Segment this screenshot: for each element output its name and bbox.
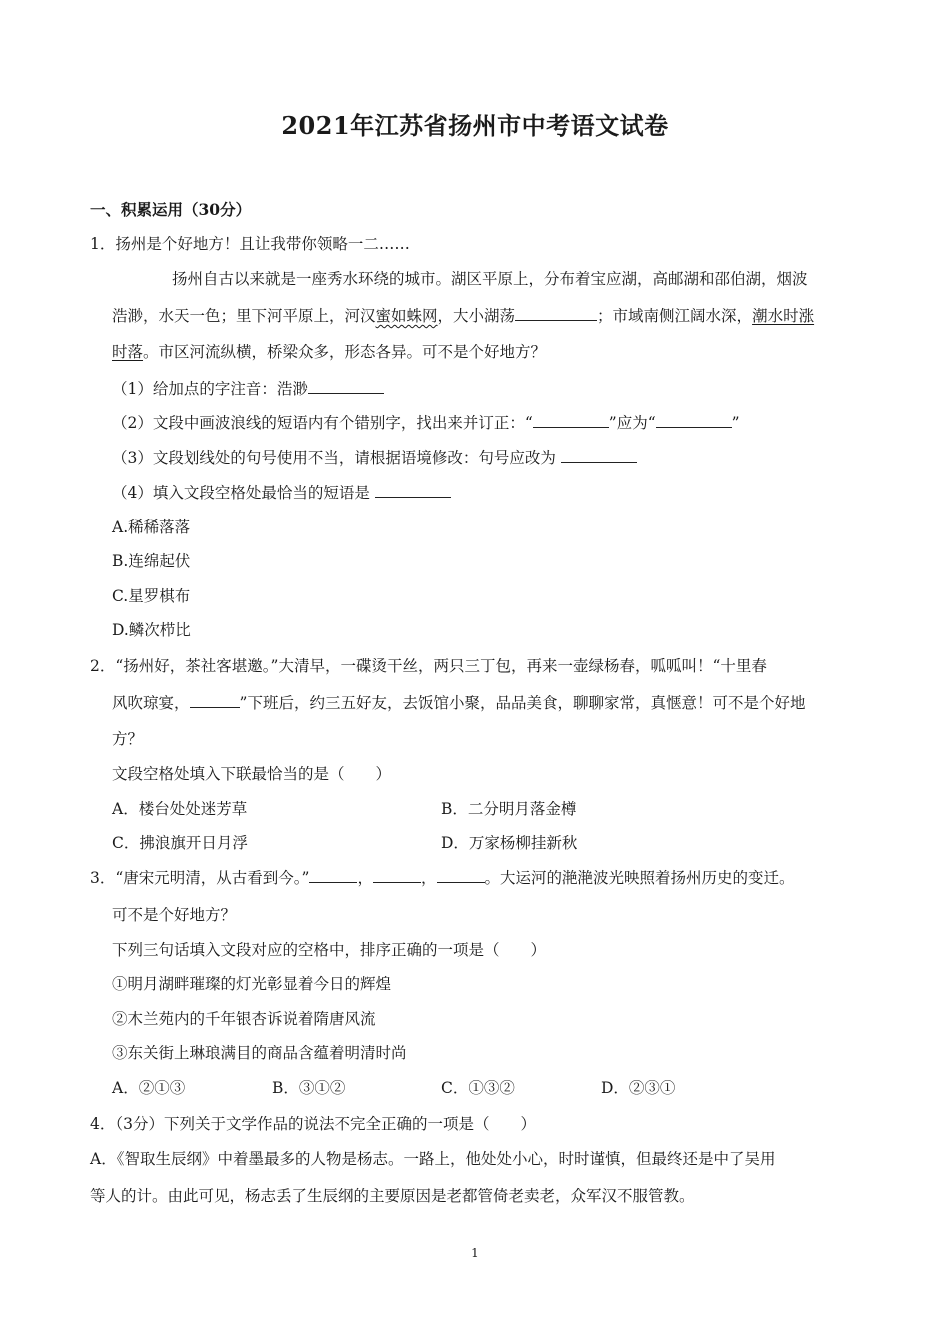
q2-line4: 文段空格处填入下联最恰当的是（ ） [112,765,392,783]
q2-line1: 2．“扬州好，茶社客堪邀。”大清早，一碟烫干丝，两只三丁包，再来一壶绿杨春，呱呱叫！“十里春 [90,657,767,675]
q3-item-1: ①明月湖畔璀璨的灯光彰显着今日的辉煌 [112,975,392,993]
fill-blank[interactable] [190,693,240,708]
q1-sub3-text: （3）文段划线处的句号使用不当，请根据语境修改：句号应改为 [112,449,556,467]
fill-blank[interactable] [656,413,732,428]
q3-option-b[interactable]: B．③①② [272,1079,346,1097]
fill-blank[interactable] [309,868,357,883]
q1-sub4 [112,483,451,503]
q1-sub2-text: ”应为“ [608,414,656,432]
q2-option-d[interactable]: D．万家杨柳挂新秋 [441,834,578,852]
q1-passage-line1: 扬州自古以来就是一座秀水环绕的城市。湖区平原上，分布着宝应湖，高邮湖和邵伯湖，烟波 [172,270,808,288]
section-heading: 一、积累运用（30分） [90,200,252,219]
wavy-phrase: 蜜如蛛网 [375,307,438,325]
q1-passage-text: ；市域南侧江阔水深， [597,307,753,325]
q1-passage-text: 浩渺，水天一色；里下河平原上，河汉 [112,307,376,325]
q3-text: ， [420,869,437,887]
q1-passage-text: ，大小湖荡 [437,307,516,325]
q3-option-d[interactable]: D．②③① [601,1079,676,1097]
q1-sub2-text: （2）文段中画波浪线的短语内有个错别字，找出来并订正：“ [112,414,533,432]
q1-passage-line3 [112,342,546,362]
q2-text: 风吹琼宴， [112,694,190,712]
q3-text: 3．“唐宋元明清，从古看到今。” [90,869,310,887]
q2-option-b[interactable]: B．二分明月落金樽 [441,800,577,818]
q4-option-a-line1[interactable]: A．《智取生辰纲》中着墨最多的人物是杨志。一路上，他处处小心，时时谨慎，但最终还是中了吴用 [90,1150,776,1168]
q4-line1: 4．（3分）下列关于文学作品的说法不完全正确的一项是（ ） [90,1115,536,1133]
underlined-phrase: 潮水时涨 [752,307,815,325]
fill-blank[interactable] [515,306,597,321]
q3-line1 [90,868,795,888]
q3-option-c[interactable]: C．①③② [441,1079,515,1097]
q1-passage-text: 。市区河流纵横，桥梁众多，形态各异。可不是个好地方？ [143,343,547,361]
fill-blank[interactable] [533,413,609,428]
q1-option-d[interactable]: D.鳞次栉比 [112,621,191,639]
q1-sub2 [112,413,740,433]
q3-item-3: ③东关街上琳琅满目的商品含蕴着明清时尚 [112,1044,407,1062]
q3-text: 。大运河的滟滟波光映照着扬州历史的变迁。 [484,869,795,887]
q1-passage-line2 [112,306,814,326]
q3-line2: 可不是个好地方？ [112,906,237,924]
q1-option-b[interactable]: B.连绵起伏 [112,552,191,570]
q3-text: ， [357,869,373,887]
fill-blank[interactable] [437,868,485,883]
q1-option-c[interactable]: C.星罗棋布 [112,587,191,605]
q2-option-a[interactable]: A．楼台处处迷芳草 [112,800,248,818]
fill-blank[interactable] [561,448,637,463]
q1-stem: 1．扬州是个好地方！且让我带你领略一二…… [90,235,410,253]
q1-option-a[interactable]: A.稀稀落落 [112,518,191,536]
fill-blank[interactable] [375,483,451,498]
q1-sub3 [112,448,637,468]
underlined-phrase: 时落 [112,343,144,361]
q1-sub1 [112,379,384,399]
q3-item-2: ②木兰苑内的千年银杏诉说着隋唐风流 [112,1010,376,1028]
q1-sub1-text: （1）给加点的字注音：浩渺 [112,380,308,398]
fill-blank[interactable] [373,868,421,883]
q3-option-a[interactable]: A．②①③ [112,1079,186,1097]
page-title: 2021年江苏省扬州市中考语文试卷 [281,111,669,140]
q2-line2 [112,693,805,713]
fill-blank[interactable] [308,379,384,394]
q4-option-a-line2: 等人的计。由此可见，杨志丢了生辰纲的主要原因是老都管倚老卖老，众军汉不服管教。 [90,1187,695,1205]
q2-option-c[interactable]: C．拂浪旗开日月浮 [112,834,248,852]
q1-sub4-text: （4）填入文段空格处最恰当的短语是 [112,484,370,502]
q2-line3: 方？ [112,730,144,748]
q3-line3: 下列三句话填入文段对应的空格中，排序正确的一项是（ ） [112,941,547,959]
q1-sub2-text: ” [731,414,740,432]
page-number: 1 [471,1246,479,1260]
q2-text: ”下班后，约三五好友，去饭馆小聚，品品美食，聊聊家常，真惬意！可不是个好地 [239,694,806,712]
